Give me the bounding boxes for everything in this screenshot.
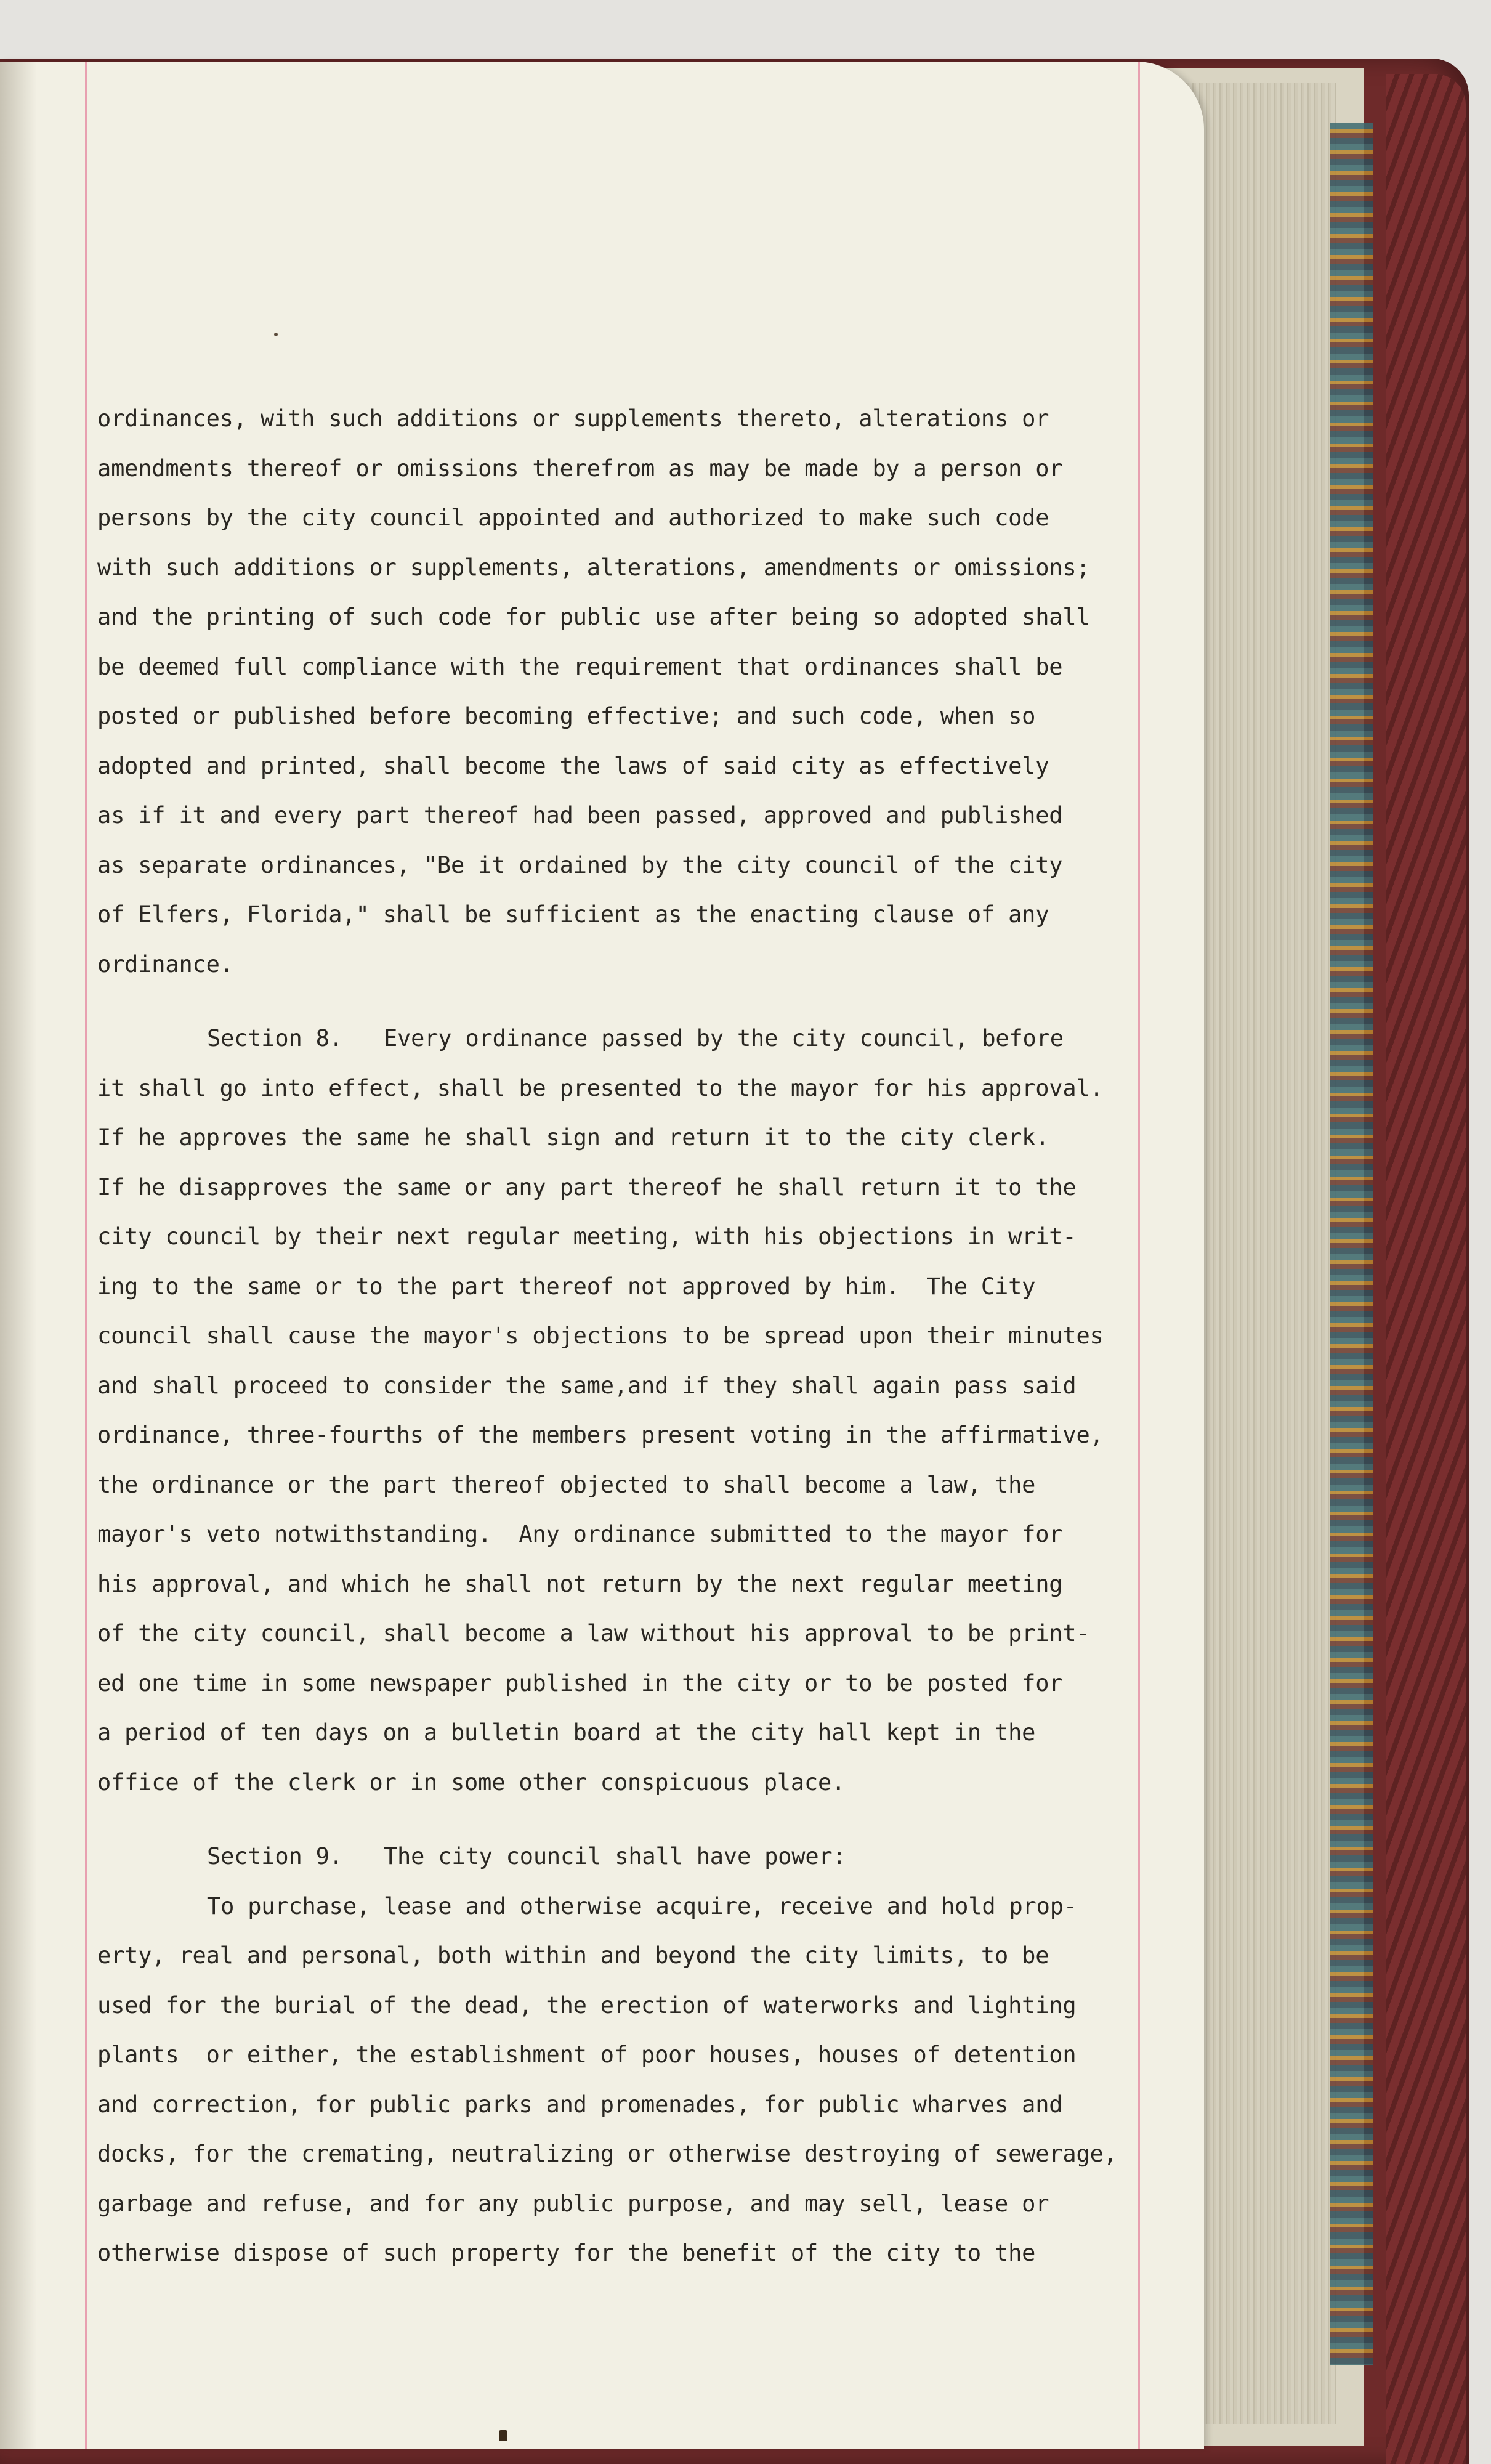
text-line: ed one time in some newspaper published in the city or to be posted for [97, 1669, 1063, 1696]
text-line: of Elfers, Florida," shall be sufficient as the enacting clause of any [97, 901, 1049, 928]
marbled-edge [1330, 123, 1373, 2365]
text-line: amendments thereof or omissions therefrom as may be made by a person or [97, 455, 1063, 482]
text-line: of the city council, shall become a law without his approval to be print- [97, 1620, 1090, 1647]
text-line: as separate ordinances, "Be it ordained by the city council of the city [97, 851, 1063, 878]
text-line: be deemed full compliance with the requirement that ordinances shall be [97, 653, 1063, 680]
text-line: plants or either, the establishment of poor houses, houses of detention [97, 2041, 1077, 2068]
text-line: To purchase, lease and otherwise acquire, receive and hold prop- [207, 1892, 1077, 1919]
text-line: If he approves the same he shall sign and return it to the city clerk. [97, 1124, 1049, 1151]
section-8 [97, 1014, 1194, 1807]
text-line: city council by their next regular meeting, with his objections in writ- [97, 1223, 1077, 1250]
ink-speck [274, 333, 278, 336]
text-line: as if it and every part thereof had been passed, approved and published [97, 802, 1063, 829]
text-line: erty, real and personal, both within and beyond the city limits, to be [97, 1942, 1049, 1969]
text-line: ordinance. [97, 950, 233, 978]
text-line: and correction, for public parks and promenades, for public wharves and [97, 2091, 1063, 2118]
text-line: and shall proceed to consider the same,and if they shall again pass said [97, 1372, 1077, 1399]
binding-clip-mark [499, 2430, 507, 2441]
text-line: persons by the city council appointed and authorized to make such code [97, 505, 1049, 531]
text-line: adopted and printed, shall become the laws of said city as effectively [97, 752, 1049, 779]
text-line: ordinance, three-fourths of the members present voting in the affirmative, [97, 1422, 1104, 1448]
text-line: a period of ten days on a bulletin board at the city hall kept in the [97, 1719, 1036, 1746]
page-fore-edge [1182, 83, 1336, 2424]
text-line: office of the clerk or in some other conspicuous place. [97, 1769, 846, 1796]
section-9 [97, 1832, 1194, 2279]
text-line: If he disapproves the same or any part thereof he shall return it to the [97, 1173, 1077, 1201]
text-line: his approval, and which he shall not return by the next regular meeting [97, 1570, 1063, 1597]
book-cover-edge [1386, 74, 1466, 2464]
binding-shadow [0, 62, 37, 2449]
text-line: it shall go into effect, shall be presented to the mayor for his approval. [97, 1074, 1104, 1101]
typed-text-body [97, 394, 1194, 2279]
text-line: the ordinance or the part thereof objected to shall become a law, the [97, 1471, 1036, 1498]
text-line: mayor's veto notwithstanding. Any ordinance submitted to the mayor for [97, 1521, 1063, 1547]
text-line: otherwise dispose of such property for the benefit of the city to the [97, 2240, 1036, 2266]
text-line: with such additions or supplements, alterations, amendments or omissions; [97, 554, 1090, 581]
text-line: ing to the same or to the part thereof not approved by him. The City [97, 1273, 1036, 1300]
text-line: and the printing of such code for public use after being so adopted shall [97, 604, 1090, 630]
text-line: used for the burial of the dead, the erection of waterworks and lighting [97, 1992, 1077, 2019]
text-line: ordinances, with such additions or supplements thereto, alterations or [97, 405, 1049, 432]
text-line: council shall cause the mayor's objections to be spread upon their minutes [97, 1323, 1104, 1349]
section-9-heading: Section 9. The city council shall have power: [207, 1843, 846, 1870]
paragraph-ordinance-code [97, 394, 1194, 989]
section-8-heading-line: Section 8. Every ordinance passed by the city council, before [207, 1025, 1064, 1052]
text-line: docks, for the cremating, neutralizing or otherwise destroying of sewerage, [97, 2141, 1117, 2167]
paragraph-gap [97, 989, 1194, 1014]
paragraph-gap [97, 1807, 1194, 1832]
text-line: garbage and refuse, and for any public purpose, and may sell, lease or [97, 2190, 1049, 2217]
left-margin-rule [85, 62, 87, 2449]
text-line: posted or published before becoming effective; and such code, when so [97, 703, 1036, 729]
